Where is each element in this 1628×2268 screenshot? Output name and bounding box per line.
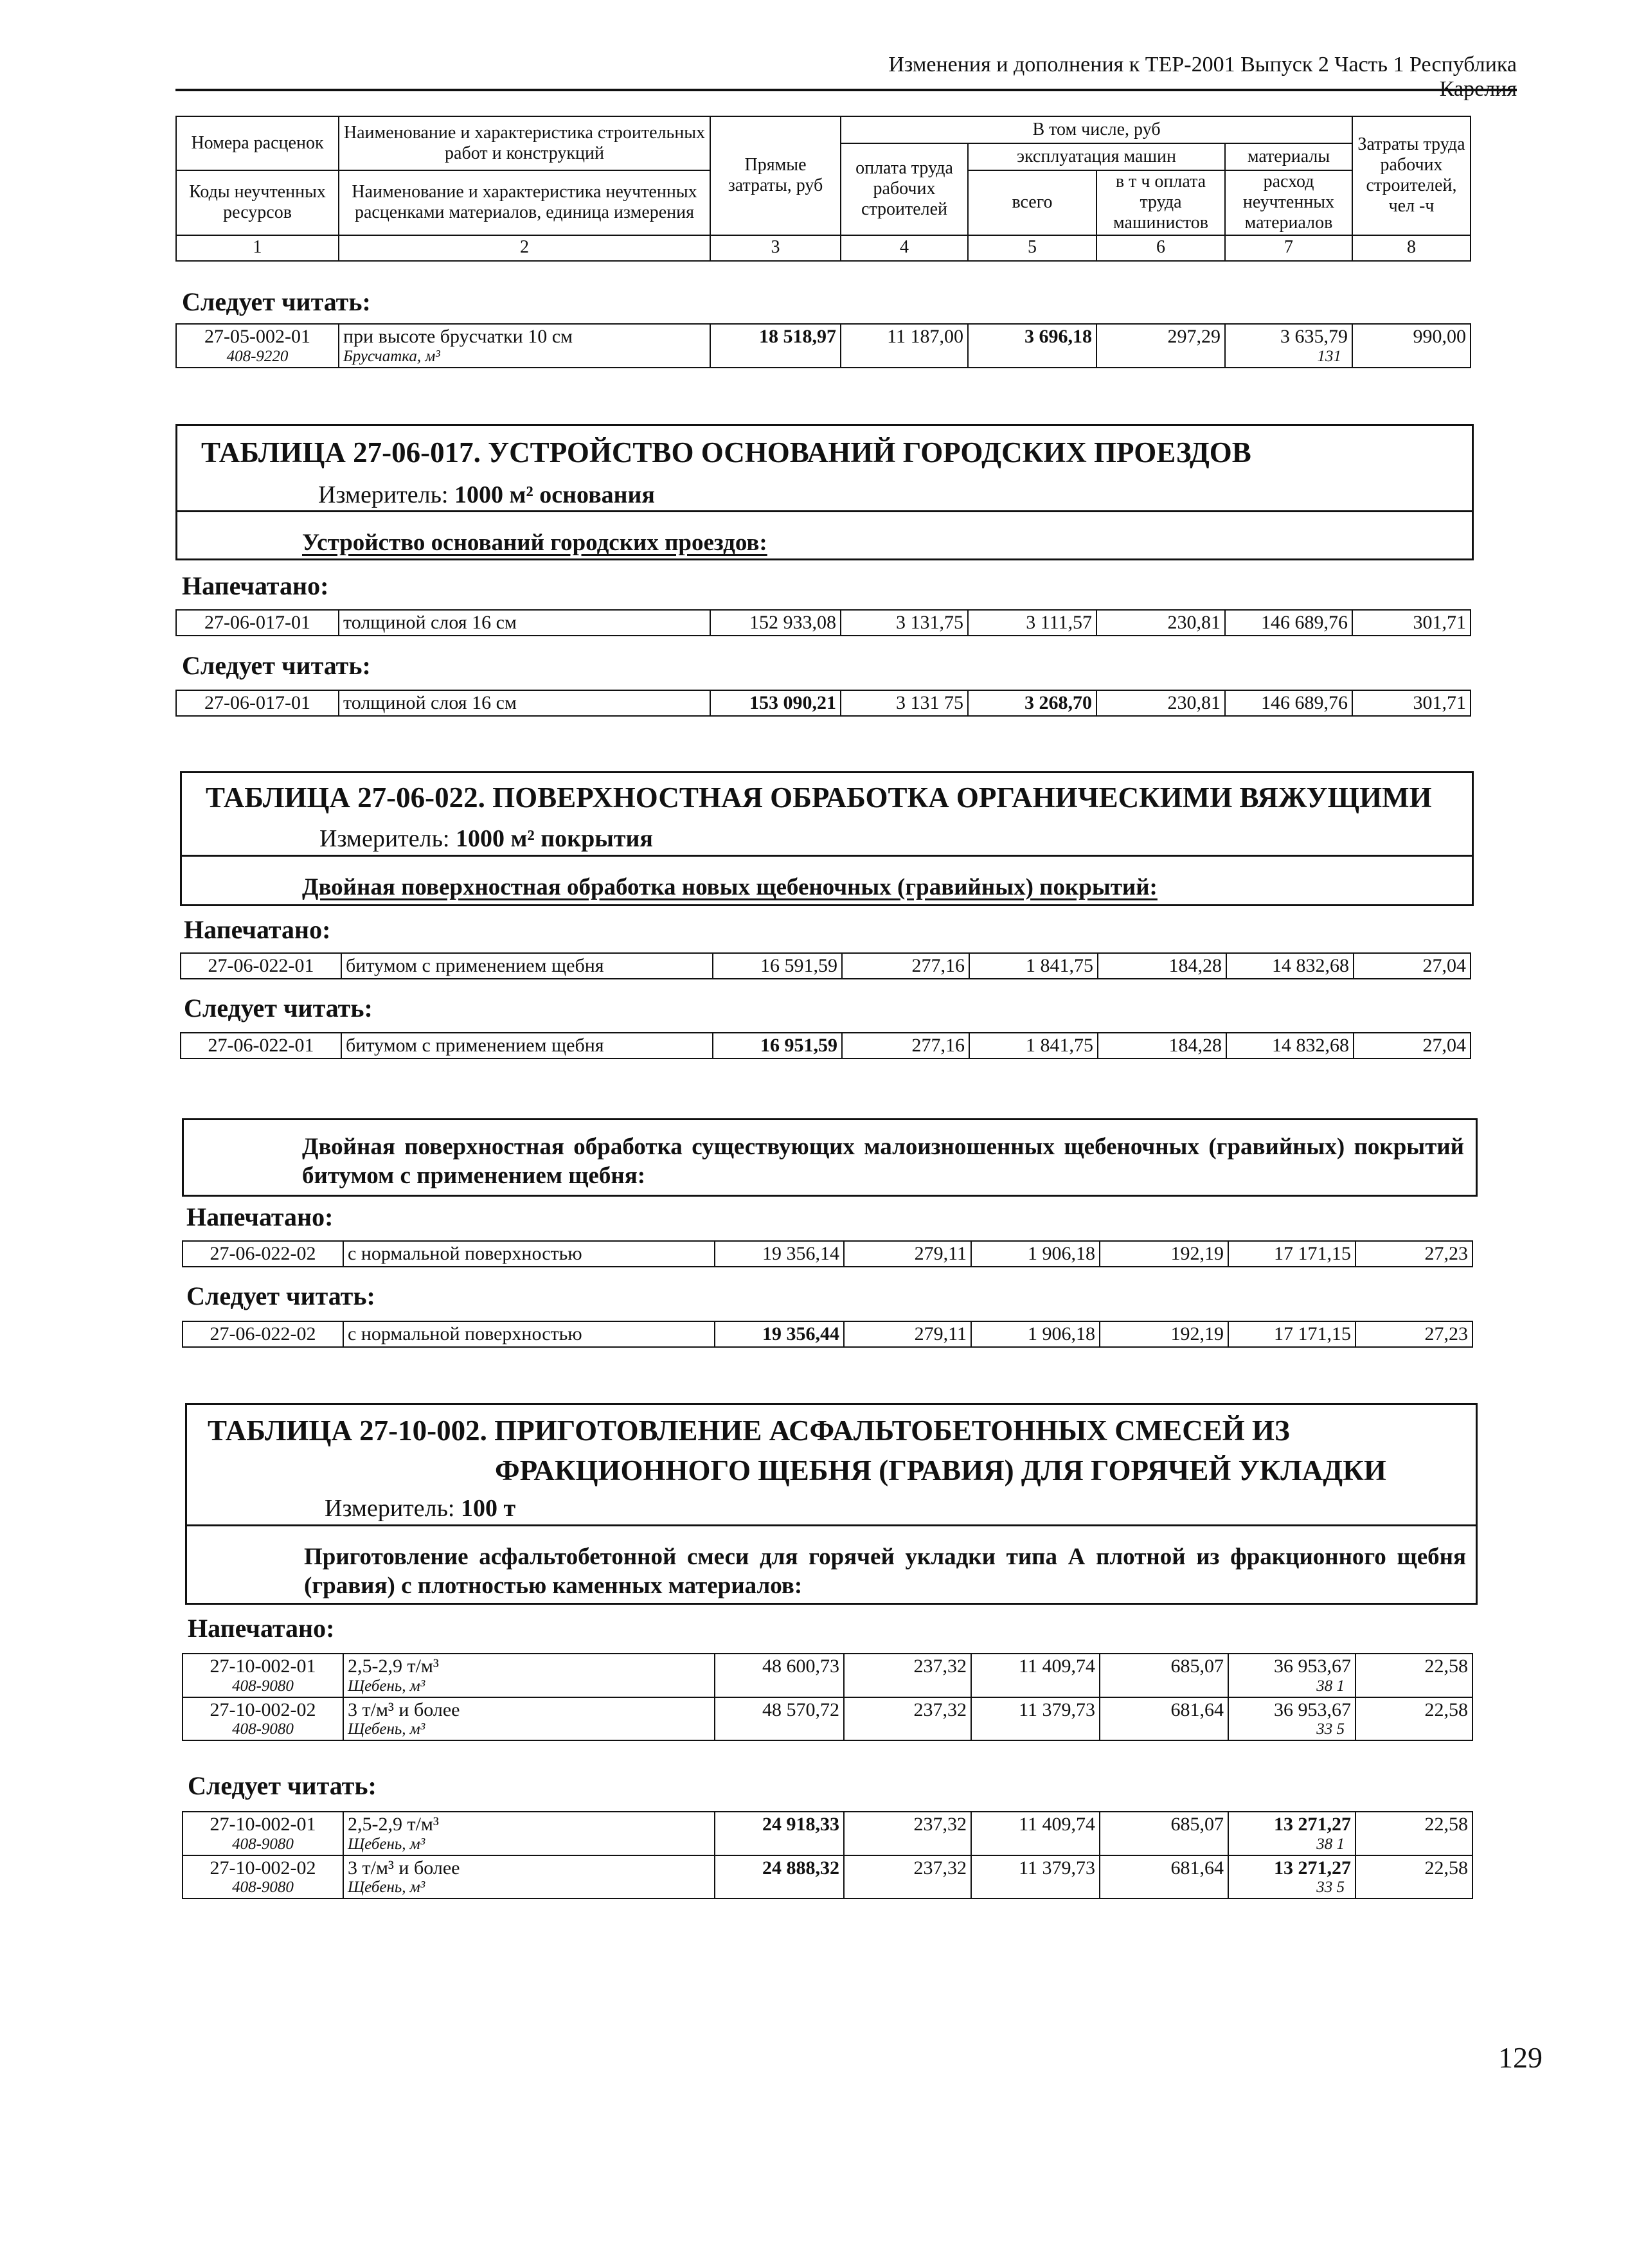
machines-total: 11 379,73 (971, 1697, 1100, 1741)
table-27-06-017-title: ТАБЛИЦА 27-06-017. УСТРОЙСТВО ОСНОВАНИЙ ГОРОДСКИХ ПРОЕЗДОВ (201, 436, 1251, 469)
read-as-label: Следует читать: (182, 651, 371, 680)
table-row (183, 1654, 1472, 1697)
labor-pay: 11 187,00 (841, 324, 968, 368)
machinist-pay: 685,07 (1100, 1654, 1228, 1697)
measure-value: 100 т (461, 1495, 516, 1522)
materials-value: 36 953,67 (1274, 1699, 1351, 1720)
machines-total: 11 409,74 (971, 1812, 1100, 1855)
col-header-material-use: расход неучтенных материалов (1225, 170, 1352, 235)
resource-name: Щебень, м³ (348, 1720, 425, 1738)
labor-pay: 279,11 (844, 1241, 971, 1267)
direct-costs: 24 918,33 (715, 1812, 844, 1855)
read-as-label: Следует читать: (184, 994, 373, 1022)
direct-costs: 24 888,32 (715, 1855, 844, 1899)
work-name: 2,5-2,9 т/м³ (348, 1656, 439, 1677)
rate-code: 27-10-002-02 (210, 1699, 316, 1720)
resource-code: 408-9220 (226, 347, 289, 365)
direct-costs: 152 933,08 (710, 610, 841, 636)
machines-total: 11 379,73 (971, 1855, 1100, 1899)
t1-read-table (175, 690, 1471, 717)
table-row (183, 1697, 1472, 1741)
materials-value: 36 953,67 (1274, 1656, 1351, 1677)
column-header-table (175, 116, 1471, 262)
measure-label: Измеритель: (319, 825, 450, 852)
work-name: при высоте брусчатки 10 см (343, 326, 573, 347)
table-27-06-017-subtitle: Устройство оснований городских проездов: (302, 530, 767, 556)
labor-pay: 279,11 (844, 1321, 971, 1347)
direct-costs: 16 951,59 (713, 1033, 842, 1058)
table-row (176, 690, 1471, 716)
table-row (183, 1241, 1472, 1267)
labor-hours: 22,58 (1355, 1697, 1472, 1741)
materials-value: 17 171,15 (1228, 1241, 1355, 1267)
machinist-pay: 230,81 (1096, 690, 1225, 716)
s0-read-table (175, 323, 1471, 368)
col-number: 3 (710, 235, 841, 261)
labor-hours: 22,58 (1355, 1855, 1472, 1899)
labor-hours: 27,23 (1355, 1321, 1472, 1347)
machines-total: 1 841,75 (969, 1033, 1098, 1058)
rate-code: 27-06-022-02 (183, 1321, 343, 1347)
materials-value: 17 171,15 (1228, 1321, 1355, 1347)
labor-pay: 3 131 75 (841, 690, 968, 716)
materials-value: 13 271,27 (1274, 1814, 1351, 1835)
printed-label: Напечатано: (188, 1614, 335, 1643)
t3-printed-table (182, 1240, 1473, 1267)
measure-value: 1000 м² основания (454, 481, 655, 508)
direct-costs: 19 356,14 (715, 1241, 844, 1267)
box-divider (180, 855, 1474, 857)
page-number: 129 (1498, 2041, 1543, 2074)
col-header-labor-pay: оплата труда рабочих строителей (841, 143, 968, 235)
rate-code: 27-06-017-01 (176, 690, 339, 716)
labor-pay: 237,32 (844, 1855, 971, 1899)
resource-name: Брусчатка, м³ (343, 347, 440, 365)
t4-read-table (182, 1811, 1473, 1899)
materials-value: 146 689,76 (1225, 610, 1352, 636)
labor-pay: 3 131,75 (841, 610, 968, 636)
machinist-pay: 230,81 (1096, 610, 1225, 636)
read-as-label: Следует читать: (188, 1771, 377, 1800)
t2-printed-table (180, 952, 1471, 979)
direct-costs: 153 090,21 (710, 690, 841, 716)
work-name: битумом с применением щебня (341, 1033, 713, 1058)
work-name: толщиной слоя 16 см (339, 610, 710, 636)
labor-hours: 27,04 (1354, 953, 1471, 979)
col-header-machines-total: всего (968, 170, 1096, 235)
resource-name: Щебень, м³ (348, 1677, 425, 1695)
work-name: 2,5-2,9 т/м³ (348, 1814, 439, 1835)
work-name: битумом с применением щебня (341, 953, 713, 979)
col-header-machines: эксплуатация машин (968, 143, 1225, 170)
direct-costs: 19 356,44 (715, 1321, 844, 1347)
work-name: 3 т/м³ и более (348, 1857, 460, 1879)
col-number: 5 (968, 235, 1096, 261)
resource-quantity: 38 1 (1316, 1835, 1345, 1853)
resource-quantity: 33 5 (1316, 1879, 1345, 1897)
table-row (176, 610, 1471, 636)
table-27-10-002-title-line2: ФРАКЦИОННОГО ЩЕБНЯ (ГРАВИЯ) ДЛЯ ГОРЯЧЕЙ УКЛАДКИ (495, 1454, 1386, 1487)
labor-pay: 277,16 (842, 953, 969, 979)
header-rule (175, 89, 1517, 91)
t4-printed-table (182, 1653, 1473, 1741)
direct-costs: 48 570,72 (715, 1697, 844, 1741)
machines-total: 11 409,74 (971, 1654, 1100, 1697)
box-divider (175, 510, 1474, 512)
labor-hours: 22,58 (1355, 1812, 1472, 1855)
machines-total: 3 268,70 (968, 690, 1096, 716)
col-header-material-name: Наименование и характеристика неучтенных расценками материалов, единица измерения (339, 170, 710, 235)
table-row (183, 1855, 1472, 1899)
resource-name: Щебень, м³ (348, 1835, 425, 1853)
col-number: 8 (1352, 235, 1471, 261)
measure-value: 1000 м² покрытия (456, 825, 653, 852)
rate-code: 27-06-022-02 (183, 1241, 343, 1267)
resource-code: 408-9080 (232, 1835, 294, 1853)
direct-costs: 18 518,97 (710, 324, 841, 368)
col-header-including: В том числе, руб (841, 116, 1352, 143)
materials-value: 14 832,68 (1226, 1033, 1354, 1058)
materials-value: 13 271,27 (1274, 1857, 1351, 1879)
col-number: 7 (1225, 235, 1352, 261)
col-header-rate-numbers: Номера расценок (176, 116, 339, 170)
machinist-pay: 184,28 (1098, 1033, 1226, 1058)
resource-name: Щебень, м³ (348, 1879, 425, 1897)
read-as-label: Следует читать: (182, 287, 371, 316)
box-divider (185, 1524, 1478, 1526)
table-27-06-022-title: ТАБЛИЦА 27-06-022. ПОВЕРХНОСТНАЯ ОБРАБОТКА ОРГАНИЧЕСКИМИ ВЯЖУЩИМИ (206, 781, 1432, 814)
machines-total: 3 696,18 (968, 324, 1096, 368)
labor-pay: 237,32 (844, 1654, 971, 1697)
machinist-pay: 685,07 (1100, 1812, 1228, 1855)
resource-quantity: 38 1 (1316, 1677, 1345, 1695)
work-name: 3 т/м³ и более (348, 1699, 460, 1720)
printed-label: Напечатано: (186, 1202, 334, 1231)
machinist-pay: 297,29 (1096, 324, 1225, 368)
machinist-pay: 184,28 (1098, 953, 1226, 979)
labor-pay: 237,32 (844, 1697, 971, 1741)
machinist-pay: 681,64 (1100, 1855, 1228, 1899)
materials-value: 3 635,79 (1280, 326, 1348, 347)
read-as-label: Следует читать: (186, 1281, 375, 1310)
resource-code: 408-9080 (232, 1720, 294, 1738)
direct-costs: 48 600,73 (715, 1654, 844, 1697)
labor-hours: 301,71 (1352, 690, 1471, 716)
table-27-06-022-measure (319, 825, 653, 853)
labor-pay: 237,32 (844, 1812, 971, 1855)
table-27-10-002-measure (325, 1494, 515, 1522)
materials-value: 14 832,68 (1226, 953, 1354, 979)
t2-read-table (180, 1032, 1471, 1059)
col-header-work-name: Наименование и характеристика строительных работ и конструкций (339, 116, 710, 170)
resource-code: 408-9080 (232, 1879, 294, 1897)
col-number: 2 (339, 235, 710, 261)
machines-total: 1 841,75 (969, 953, 1098, 979)
resource-quantity: 131 (1317, 347, 1341, 365)
labor-hours: 27,04 (1354, 1033, 1471, 1058)
machines-total: 3 111,57 (968, 610, 1096, 636)
printed-label: Напечатано: (184, 915, 331, 944)
col-header-machinist-pay: в т ч оплата труда машинистов (1096, 170, 1225, 235)
labor-pay: 277,16 (842, 1033, 969, 1058)
table-27-06-022-subtitle: Двойная поверхностная обработка новых щебеночных (гравийных) покрытий: (302, 874, 1158, 900)
machinist-pay: 192,19 (1100, 1321, 1228, 1347)
col-header-resource-codes: Коды неучтенных ресурсов (176, 170, 339, 235)
table-27-10-002-subtitle: Приготовление асфальтобетонной смеси для горячей укладки типа А плотной из фракционного щебня (гравия) с плотностью каменных материалов: (304, 1544, 1466, 1600)
work-name: с нормальной поверхностью (343, 1321, 715, 1347)
document-header: Изменения и дополнения к ТЕР-2001 Выпуск 2 Часть 1 Республика Карелия (888, 53, 1517, 101)
table-27-06-017-measure (318, 481, 655, 509)
measure-label: Измеритель: (325, 1495, 455, 1522)
col-number: 6 (1096, 235, 1225, 261)
table-27-10-002-title-line1: ТАБЛИЦА 27-10-002. ПРИГОТОВЛЕНИЕ АСФАЛЬТОБЕТОННЫХ СМЕСЕЙ ИЗ (208, 1415, 1290, 1447)
table-row (181, 953, 1471, 979)
labor-hours: 27,23 (1355, 1241, 1472, 1267)
col-header-labor-hours: Затраты труда рабочих строителей, чел -ч (1352, 116, 1471, 235)
rate-code: 27-10-002-02 (210, 1857, 316, 1879)
rate-code: 27-10-002-01 (210, 1656, 316, 1677)
table-row (183, 1321, 1472, 1347)
rate-code: 27-10-002-01 (210, 1814, 316, 1835)
rate-code: 27-05-002-01 (204, 326, 310, 347)
col-number-row (176, 235, 1471, 261)
labor-hours: 301,71 (1352, 610, 1471, 636)
rate-code: 27-06-022-01 (181, 953, 341, 979)
rate-code: 27-06-022-01 (181, 1033, 341, 1058)
work-name: с нормальной поверхностью (343, 1241, 715, 1267)
subsection-subtitle: Двойная поверхностная обработка существующих малоизношенных щебеночных (гравийных) покрытий битумом с применением щебня: (302, 1134, 1464, 1190)
resource-code: 408-9080 (232, 1677, 294, 1695)
rate-code: 27-06-017-01 (176, 610, 339, 636)
direct-costs: 16 591,59 (713, 953, 842, 979)
printed-label: Напечатано: (182, 571, 329, 600)
table-row (176, 324, 1471, 368)
table-row (183, 1812, 1472, 1855)
machinist-pay: 681,64 (1100, 1697, 1228, 1741)
col-header-direct-costs: Прямые затраты, руб (710, 116, 841, 235)
t1-printed-table (175, 609, 1471, 636)
machines-total: 1 906,18 (971, 1321, 1100, 1347)
col-number: 4 (841, 235, 968, 261)
table-row (181, 1033, 1471, 1058)
col-header-materials: материалы (1225, 143, 1352, 170)
col-number: 1 (176, 235, 339, 261)
work-name: толщиной слоя 16 см (339, 690, 710, 716)
machines-total: 1 906,18 (971, 1241, 1100, 1267)
measure-label: Измеритель: (318, 481, 449, 508)
labor-hours: 22,58 (1355, 1654, 1472, 1697)
materials-value: 146 689,76 (1225, 690, 1352, 716)
machinist-pay: 192,19 (1100, 1241, 1228, 1267)
resource-quantity: 33 5 (1316, 1720, 1345, 1738)
t3-read-table (182, 1321, 1473, 1348)
labor-hours: 990,00 (1352, 324, 1471, 368)
